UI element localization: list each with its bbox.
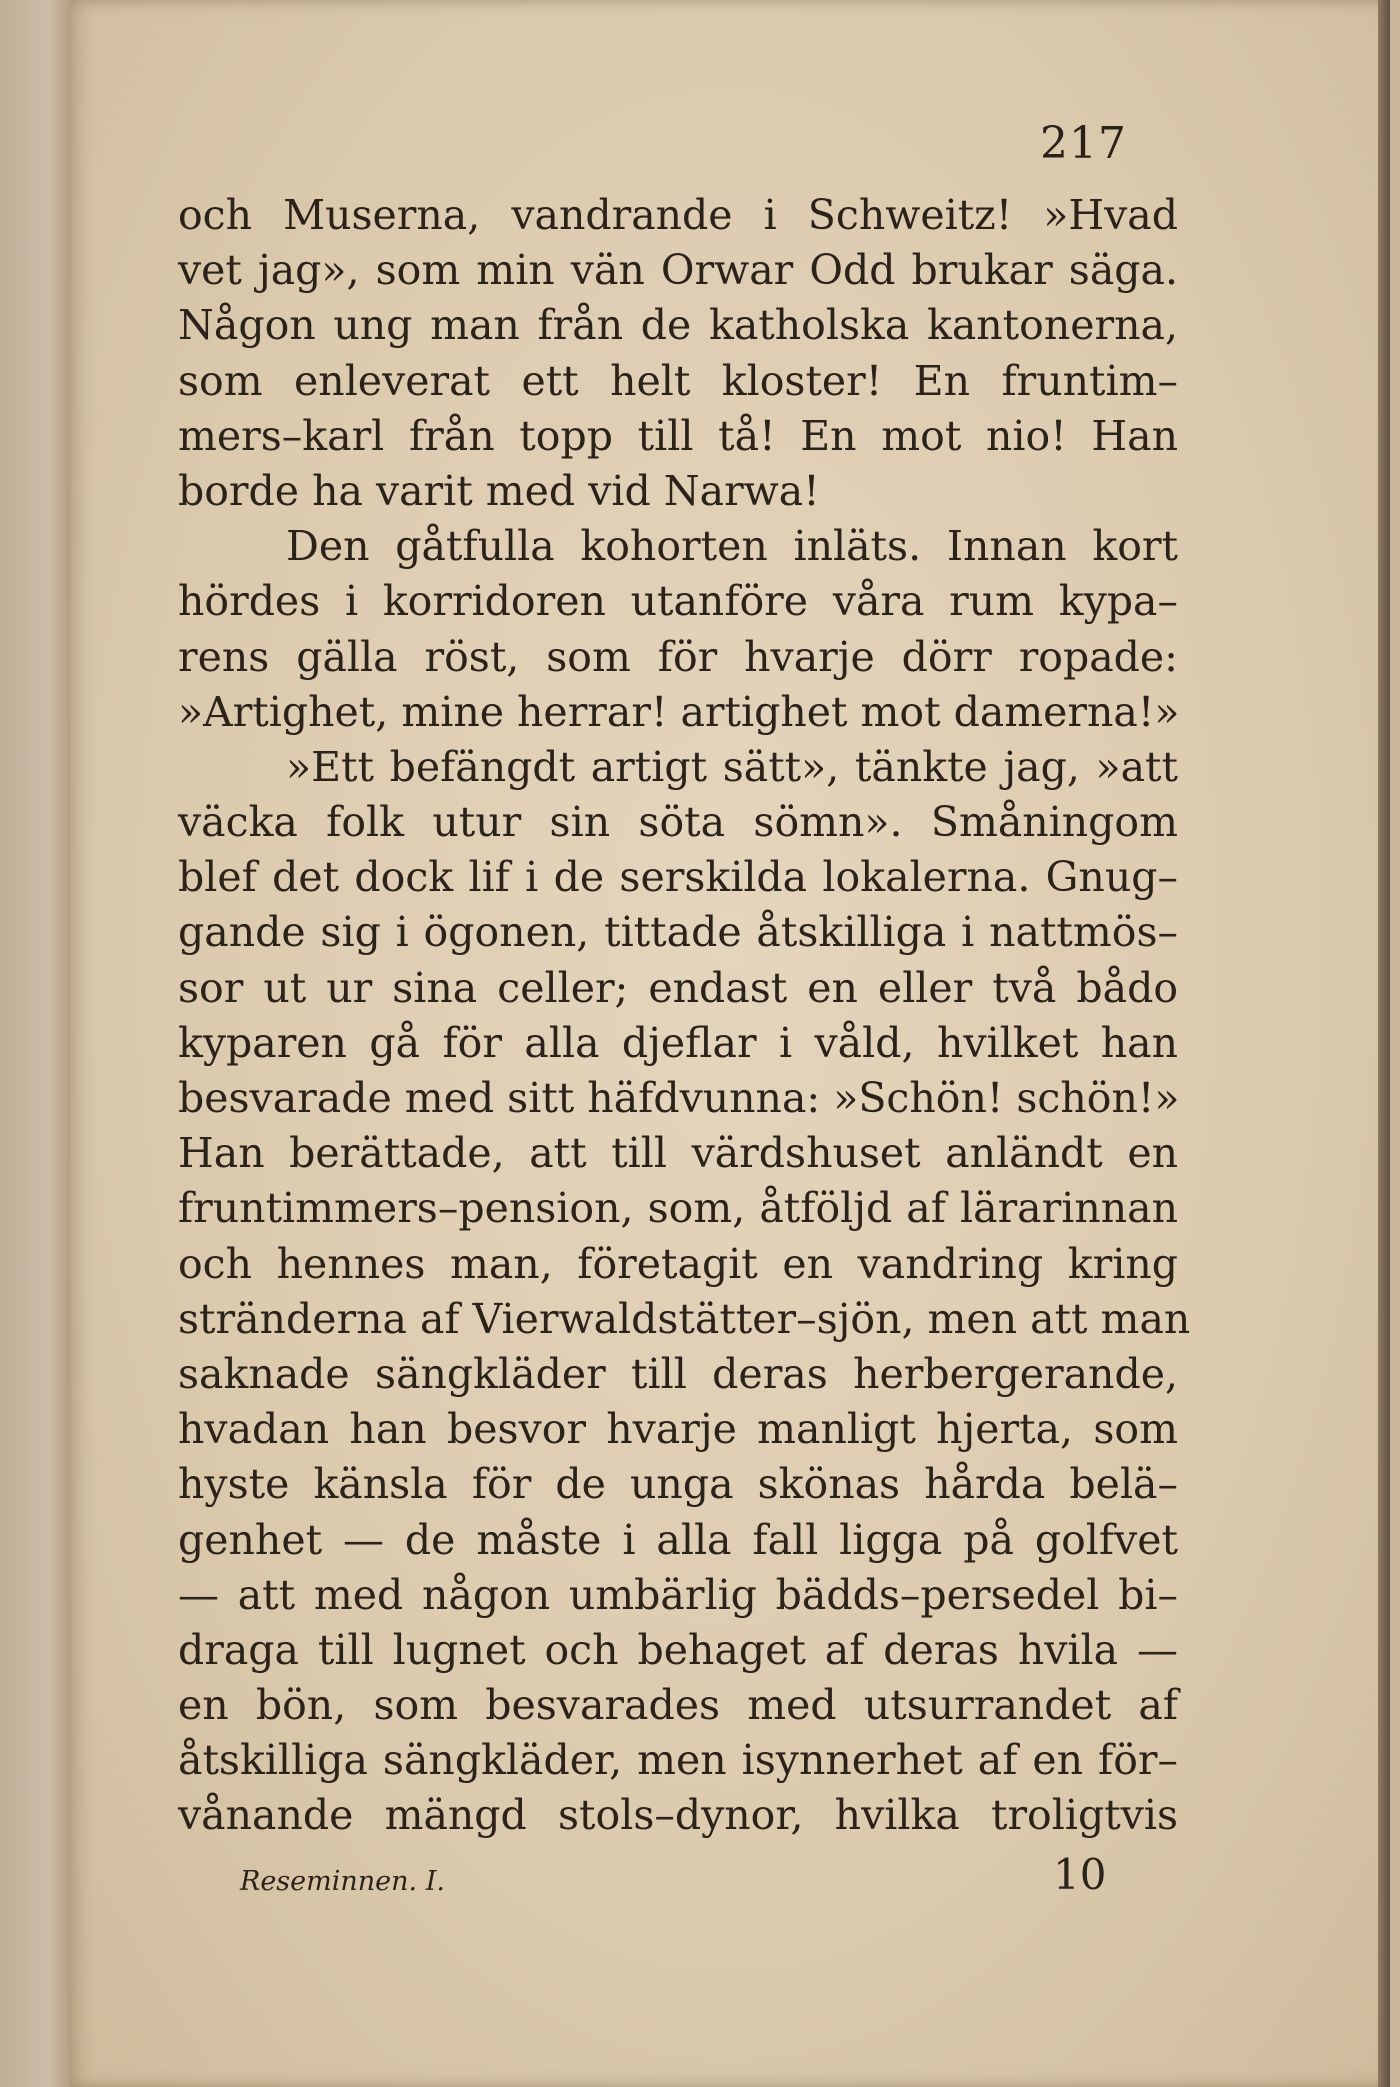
page-edge bbox=[1378, 0, 1390, 2087]
text-line: sor ut ur sina celler; endast en eller två bådo bbox=[178, 963, 1178, 1012]
text-line: och Muserna, vandrande i Schweitz! »Hvad bbox=[178, 191, 1178, 239]
text-line: hvadan han besvor hvarje manligt hjerta, som bbox=[178, 1405, 1178, 1454]
text-line: mers–karl från topp till tå! En mot nio! Han bbox=[178, 411, 1178, 460]
text-line: borde ha varit med vid Narwa! bbox=[178, 466, 820, 515]
text-line: hyste känsla för de unga skönas hårda belä– bbox=[178, 1460, 1178, 1509]
text-line: »Ett befängdt artigt sätt», tänkte jag, »att bbox=[286, 742, 1178, 791]
text-line: hördes i korridoren utanföre våra rum kypa– bbox=[178, 577, 1178, 626]
footer-book-title: Reseminnen. I. bbox=[240, 1866, 445, 1897]
text-line: som enleverat ett helt kloster! En fruntim– bbox=[178, 356, 1178, 405]
text-line: rens gälla röst, som för hvarje dörr ropade: bbox=[178, 632, 1178, 681]
book-spine bbox=[0, 0, 70, 2087]
text-line: en bön, som besvarades med utsurrandet af bbox=[178, 1681, 1178, 1730]
text-line: Någon ung man från de katholska kantonerna, bbox=[178, 301, 1178, 350]
text-line: gande sig i ögonen, tittade åtskilliga i nattmös– bbox=[178, 908, 1178, 957]
text-line: saknade sängkläder till deras herbergerande, bbox=[178, 1349, 1178, 1398]
body-text bbox=[178, 188, 1191, 1844]
text-line: besvarade med sitt häfdvunna: »Schön! schön!» bbox=[178, 1074, 1180, 1122]
text-line: Han berättade, att till värdshuset anländt en bbox=[178, 1129, 1178, 1178]
text-line: blef det dock lif i de serskilda lokalerna. Gnug– bbox=[178, 853, 1178, 902]
text-line: draga till lugnet och behaget af deras hvila — bbox=[178, 1625, 1178, 1674]
text-line: åtskilliga sängkläder, men isynnerhet af en för– bbox=[178, 1736, 1178, 1785]
text-line: genhet — de måste i alla fall ligga på golfvet bbox=[178, 1515, 1178, 1564]
text-line: och hennes man, företagit en vandring kring bbox=[178, 1239, 1178, 1288]
page-number: 217 bbox=[1040, 118, 1127, 169]
text-line: stränderna af Vierwaldstätter–sjön, men att man bbox=[178, 1294, 1191, 1343]
text-line: — att med någon umbärlig bädds–persedel bi– bbox=[178, 1570, 1178, 1619]
footer-signature-mark: 10 bbox=[1053, 1850, 1107, 1899]
text-line: vånande mängd stols–dynor, hvilka troligtvis bbox=[178, 1791, 1178, 1840]
text-line: väcka folk utur sin söta sömn». Småningom bbox=[178, 798, 1178, 847]
text-line: fruntimmers–pension, som, åtföljd af lärarinnan bbox=[178, 1184, 1178, 1233]
text-line: vet jag», som min vän Orwar Odd brukar säga. bbox=[178, 246, 1178, 295]
text-line: Den gåtfulla kohorten inläts. Innan kort bbox=[286, 522, 1178, 571]
text-line: kyparen gå för alla djeflar i våld, hvilket han bbox=[178, 1018, 1178, 1067]
page-footer bbox=[178, 1850, 1178, 1900]
text-line: »Artighet, mine herrar! artighet mot damerna!» bbox=[178, 687, 1180, 736]
